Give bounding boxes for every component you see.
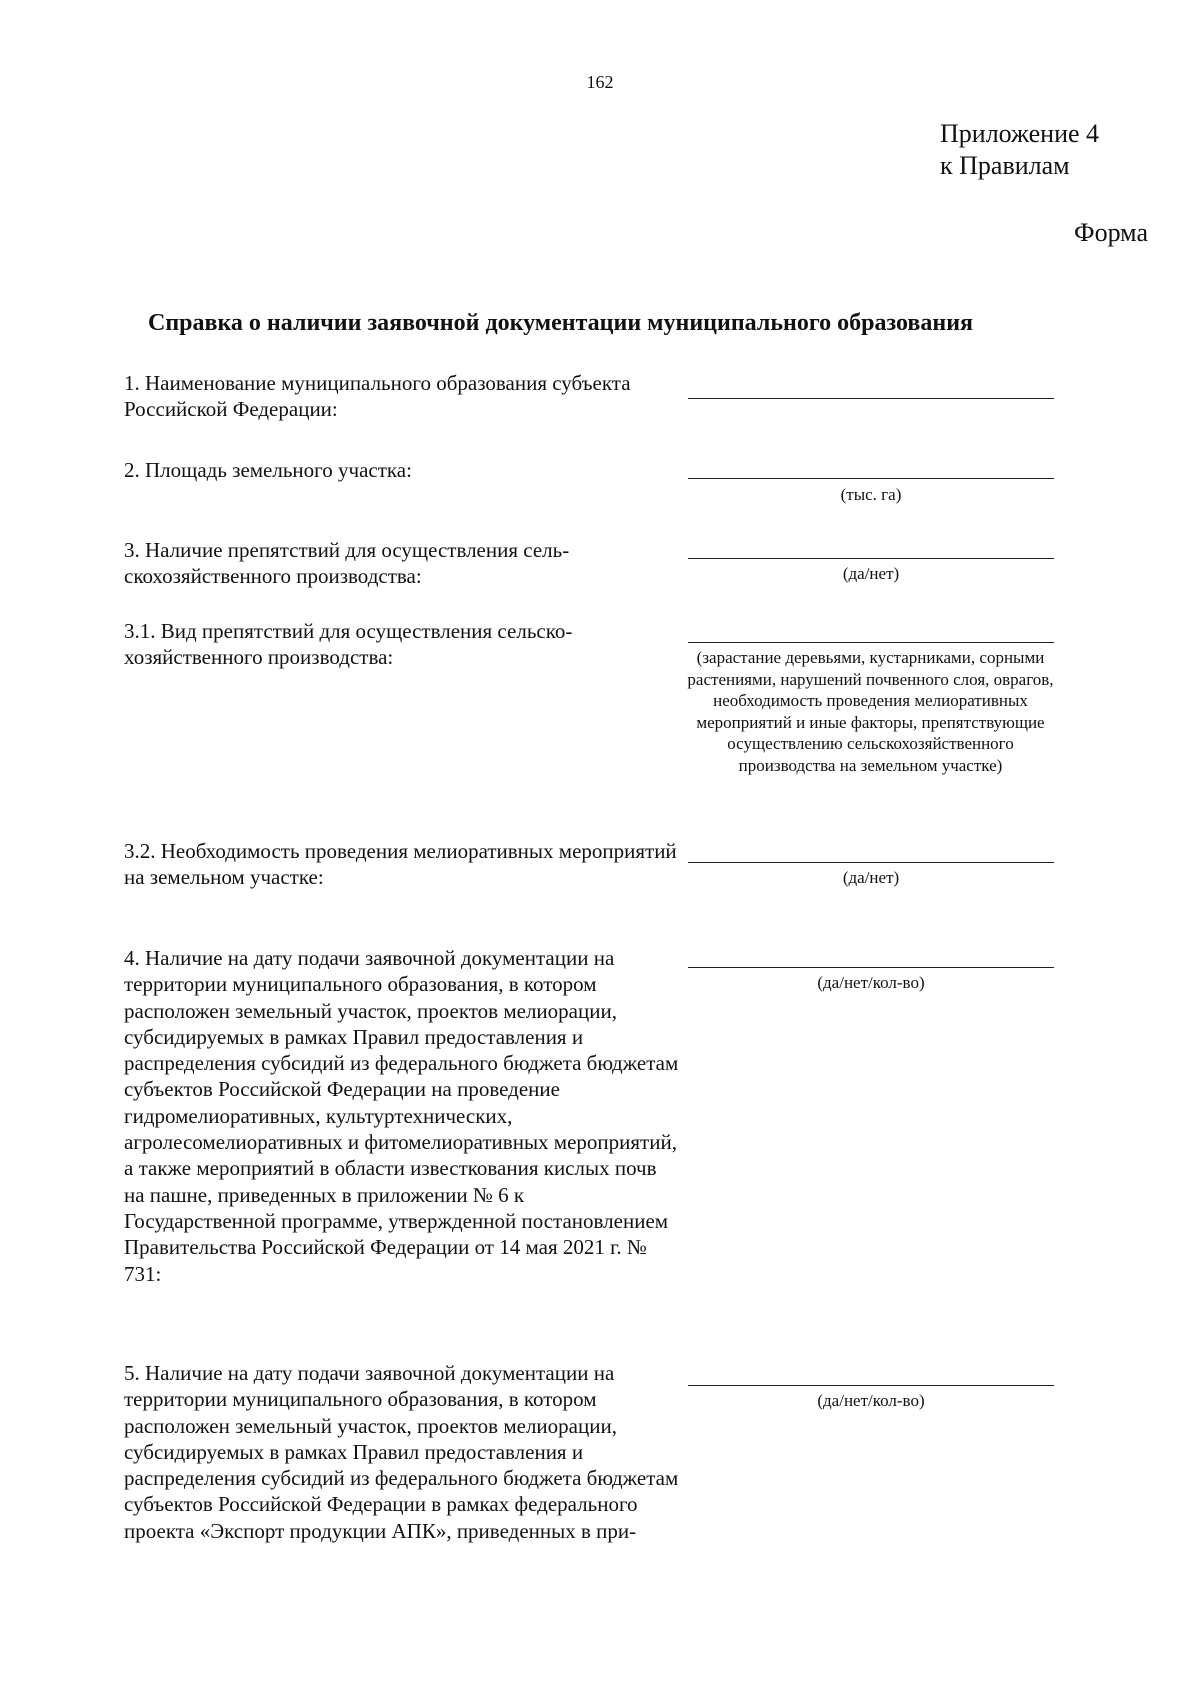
appendix-reference xyxy=(940,118,1099,182)
item-1-text: 1. Наименование муниципального образования субъекта Российской Федерации: xyxy=(124,371,631,422)
item-4-answer-line[interactable] xyxy=(688,967,1054,968)
item-3-2-caption: (да/нет) xyxy=(842,868,900,887)
item-3-2-text: 3.2. Необходимость проведения мелиоративных мероприятий на земельном участке: xyxy=(124,839,677,890)
item-5-caption: (да/нет/кол-во) xyxy=(817,1391,925,1410)
item-3-caption: (да/нет) xyxy=(842,564,900,583)
item-1-answer-line[interactable] xyxy=(688,398,1054,399)
item-5-answer-line[interactable] xyxy=(688,1385,1054,1386)
item-5-text: 5. Наличие на дату подачи заявочной документации на территории муниципального образования, в котором расположен земельный участок, проектов мелиорации, субсидируемых в рамках Правил предоставления и распределения субсидий из федерального бюджета бюджетам субъектов Российской Федерации в рамках федерального проекта «Экспорт продукции АПК», приведенных в при- xyxy=(124,1361,679,1543)
item-3-text: 3. Наличие препятствий для осуществления сель-скохозяйственного производства: xyxy=(124,538,570,589)
item-3-2-answer-line[interactable] xyxy=(688,862,1054,863)
item-4-caption: (да/нет/кол-во) xyxy=(817,973,925,992)
item-3-answer-line[interactable] xyxy=(688,558,1054,559)
item-4-text: 4. Наличие на дату подачи заявочной документации на территории муниципального образования, в котором расположен земельный участок, проектов мелиорации, субсидируемых в рамках Правил предоставления и распределения субсидий из федерального бюджета бюджетам субъектов Российской Федерации на проведение гидромелиоративных, культуртехнических, агролесомелиоративных и фитомелиоративных мероприятий, а также мероприятий в области известкования кислых почв на пашне, приведенных в приложении № 6 к Государственной программе, утвержденной постановлением Правительства Российской Федерации от 14 мая 2021 г. № 731: xyxy=(124,946,679,1286)
appendix-rules: к Правилам xyxy=(940,151,1070,180)
item-2-text: 2. Площадь земельного участка: xyxy=(124,458,412,482)
item-3-1-answer-line[interactable] xyxy=(688,642,1054,643)
form-label: Форма xyxy=(1074,218,1148,247)
item-3-1-text: 3.1. Вид препятствий для осуществления сельско-хозяйственного производства: xyxy=(124,619,573,670)
item-2-caption: (тыс. га) xyxy=(840,485,902,504)
item-3-1-caption: (зарастание деревьями, кустарниками, сорными растениями, нарушений почвенного слоя, оврагов, необходимость проведения мелиоративных мероприятий и иные факторы, препятствующие осуществлению сельскохозяйственного производства на земельном участке) xyxy=(687,648,1054,775)
page-number: 162 xyxy=(586,72,614,92)
item-2-answer-line[interactable] xyxy=(688,478,1054,479)
appendix-number: Приложение 4 xyxy=(940,119,1100,148)
document-title: Справка о наличии заявочной документации муниципального образования xyxy=(148,310,973,336)
